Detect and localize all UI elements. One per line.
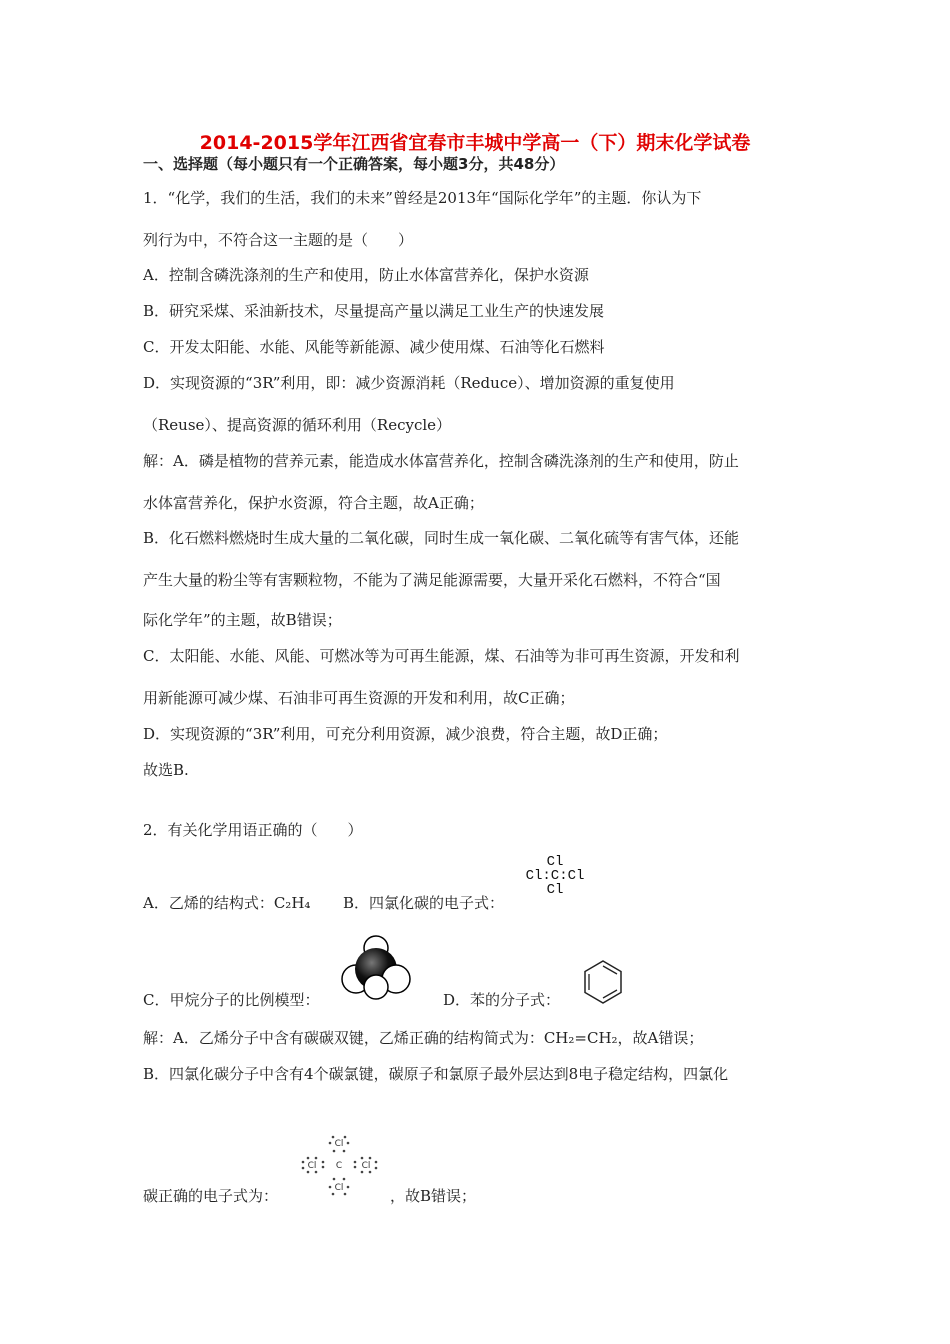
q1-solution-line3: B．化石燃料燃烧时生成大量的二氧化碳，同时生成一氧化碳、二氧化硫等有害气体，还能	[143, 529, 740, 547]
page-title: 2014-2015学年江西省宜春市丰城中学高一（下）期末化学试卷	[199, 132, 751, 154]
ccl4-middle-row: Cl:C:Cl	[525, 868, 585, 884]
q2-solution-line3-a: 碳正确的电子式为：	[143, 1187, 279, 1205]
hydrogen-atom-bottom	[364, 975, 388, 999]
q1-option-d-line1: D．实现资源的“3R”利用，即：减少资源消耗（Reduce）、增加资源的重复使用	[143, 374, 675, 392]
q2-solution-line1: 解：A．乙烯分子中含有碳碳双键，乙烯正确的结构简式为：CH₂=CH₂，故A错误；	[143, 1029, 704, 1047]
q2-stem: 2．有关化学用语正确的（ ）	[143, 821, 363, 839]
q1-solution-line6: C．太阳能、水能、风能、可燃冰等为可再生能源，煤、石油等为非可再生资源，开发和利	[143, 647, 740, 665]
q1-stem-line1: 1．“化学，我们的生活，我们的未来”曾经是2013年“国际化学年”的主题．你认为下	[143, 189, 702, 207]
cl-bottom-label: Cl	[334, 1183, 344, 1193]
q2-solution-line3-b: ，故B错误；	[390, 1187, 477, 1205]
q1-stem-line2: 列行为中，不符合这一主题的是（ ）	[143, 231, 414, 249]
q1-option-c: C．开发太阳能、水能、风能等新能源、减少使用煤、石油等化石燃料	[143, 338, 605, 356]
ccl4-electron-formula-figure	[524, 855, 586, 897]
benzene-ring-structure	[579, 958, 627, 1006]
ccl4-cl-bottom: Cl	[546, 882, 564, 898]
q1-solution-line5: 际化学年”的主题，故B错误；	[143, 611, 342, 629]
methane-space-filling-model	[340, 935, 412, 1001]
cl-right-label: Cl	[361, 1161, 371, 1171]
q2-option-a: A．乙烯的结构式：C₂H₄	[143, 894, 311, 912]
q2-option-d: D．苯的分子式：	[443, 991, 561, 1009]
q1-solution-line7: 用新能源可减少煤、石油非可再生资源的开发和利用，故C正确；	[143, 689, 575, 707]
q1-solution-line2: 水体富营养化，保护水资源，符合主题，故A正确；	[143, 494, 484, 512]
q1-solution-line8: D．实现资源的“3R”利用，可充分利用资源，减少浪费，符合主题，故D正确；	[143, 725, 668, 743]
c-center-label: C	[335, 1161, 343, 1171]
cl-left-label: Cl	[307, 1161, 317, 1171]
q1-option-b: B．研究采煤、采油新技术，尽量提高产量以满足工业生产的快速发展	[143, 302, 605, 320]
q2-solution-line2: B．四氯化碳分子中含有4个碳氯键，碳原子和氯原子最外层达到8电子稳定结构，四氯化	[143, 1065, 729, 1083]
section-heading: 一、选择题（每小题只有一个正确答案，每小题3分，共48分）	[143, 155, 565, 173]
benzene-hexagon	[585, 961, 621, 1003]
q2-option-b: B．四氯化碳的电子式：	[343, 894, 505, 912]
ccl4-correct-electron-formula-figure	[296, 1131, 382, 1197]
q1-option-a: A．控制含磷洗涤剂的生产和使用，防止水体富营养化，保护水资源	[143, 266, 589, 284]
q1-solution-line9: 故选B.	[143, 761, 189, 779]
q1-solution-line1: 解：A．磷是植物的营养元素，能造成水体富营养化，控制含磷洗涤剂的生产和使用，防止	[143, 452, 739, 470]
q1-option-d-line2: （Reuse）、提高资源的循环利用（Recycle）	[143, 416, 452, 434]
ccl4-cl-top: Cl	[546, 854, 564, 870]
q1-solution-line4: 产生大量的粉尘等有害颗粒物，不能为了满足能源需要，大量开采化石燃料，不符合“国	[143, 571, 721, 589]
q2-option-c: C．甲烷分子的比例模型：	[143, 991, 320, 1009]
cl-top-label: Cl	[334, 1139, 344, 1149]
